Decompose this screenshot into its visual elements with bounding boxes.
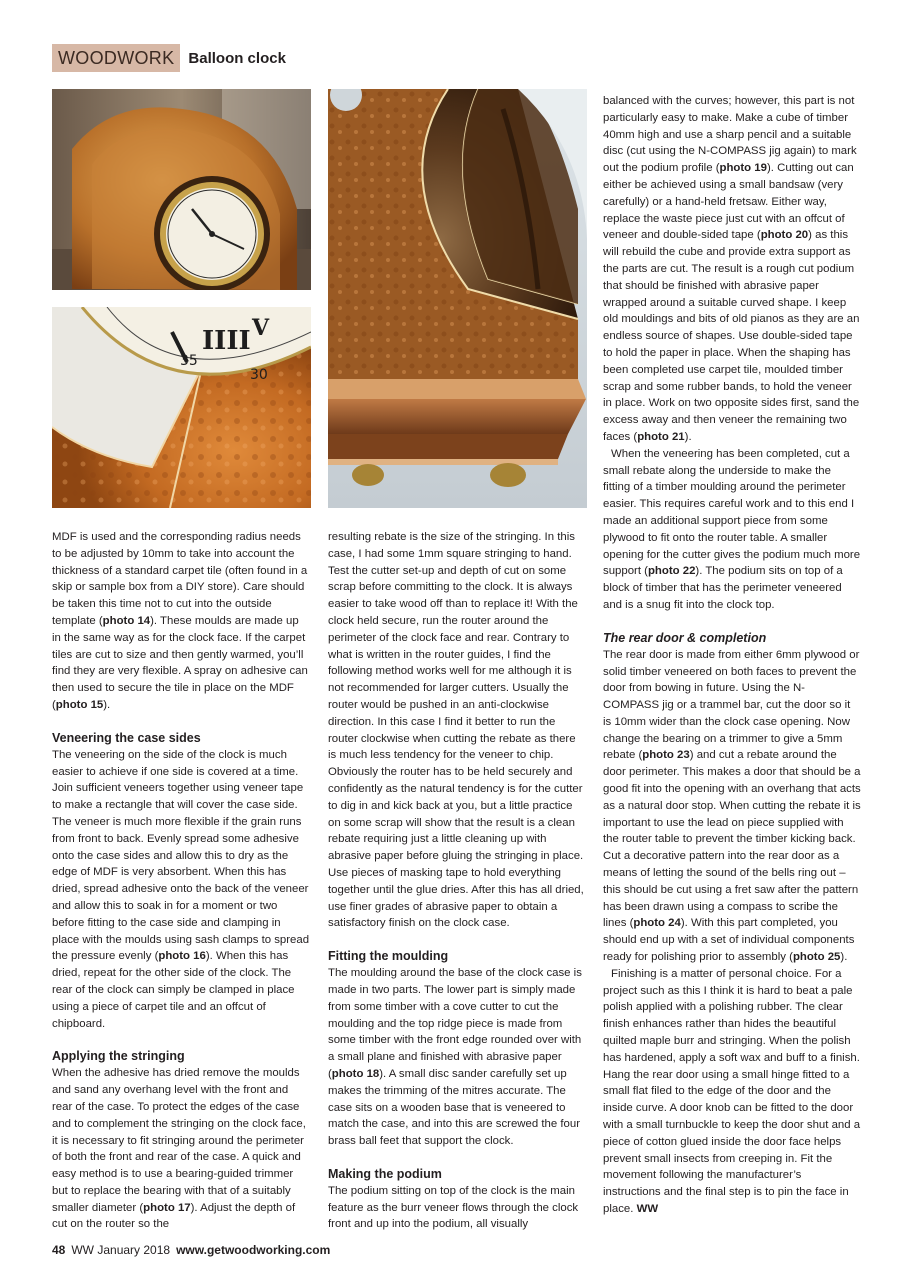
text-column-left bbox=[52, 529, 310, 1233]
text-column-middle bbox=[328, 529, 586, 1233]
issue-label: WW January 2018 bbox=[71, 1243, 171, 1257]
subheading-podium: Making the podium bbox=[328, 1166, 442, 1181]
photo-dial-closeup bbox=[52, 307, 311, 508]
svg-text:IIII: IIII bbox=[202, 326, 251, 356]
svg-text:35: 35 bbox=[180, 353, 198, 369]
paragraph: The moulding around the base of the clock case is made in two parts. The lower part is simply made from some timber with a cove cutter to cut the moulding and the top ridge piece is made from some timber with the front edge rounded over with a small plane and finished with abrasive paper (photo 18). A small disc sander carefully set up makes the trimming of the mitres accurate. The case sits on a wooden base that is veneered to match the case, and into this are screwed the four brass ball feet that support the clock. bbox=[328, 967, 582, 1148]
paragraph: When the adhesive has dried remove the moulds and sand any overhang level with the front and rear of the case. To protect the edges of the case and to complement the stringing on the clock face, it is necessary to fit stringing around the perimeter of both the front and rear of the case. A quick and easy method is to use a bearing-guided trimmer but to replace the bearing with that of a suitably smaller diameter (photo 17). Adjust the depth of cut on the router so the bbox=[52, 1067, 306, 1231]
photo-clock-side-image bbox=[52, 89, 311, 290]
photo-clock-body bbox=[328, 89, 587, 508]
svg-text:30: 30 bbox=[250, 367, 268, 383]
text-column-right bbox=[603, 93, 861, 1218]
subheading-rear-door: The rear door & completion bbox=[603, 630, 767, 645]
paragraph: When the veneering has been completed, cut a small rebate along the underside to make the fitting of a timber moulding around the perimeter easier. This requires careful work and to this end I made an additional support piece from some plywood to fit onto the router table. A smaller opening for the cutter gives the podium much more support (photo 22). The podium sits on top of a block of timber that has the perimeter veneered and is a snug fit into the clock top. bbox=[603, 447, 861, 611]
paragraph: balanced with the curves; however, this part is not particularly easy to make. Make a cube of timber 40mm high and use a sharp pencil and a suitable disc (cut using the N-COMPASS jig again) to mark out the podium profile (photo 19). Cutting out can either be achieved using a small bandsaw (very carefully) or a hand-held fretsaw. Either way, replace the waste piece just cut with an offcut of veneer and double-sided tape (photo 20) as this will rebuild the cube and provide extra support as the parts are cut. The result is a rough cut podium that should be finished with abrasive paper wrapped around a suitable curved shape. I keep old mouldings and bits of old pianos as they are an endless source of shapes. Use double-sided tape to hold the paper in place. When the shaping has been completed use carpet tile, moulded timber scrap and some rubber bands, to hold the veneer in place. Work on two opposite sides first, sand the excess away and then veneer the remaining two faces (photo 21). bbox=[603, 95, 860, 443]
paragraph: The veneering on the side of the clock is much easier to achieve if one side is covered at a time. Join sufficient veneers together using veneer tape to make a rectangle that will cover the case side. The veneer is much more flexible if the grain runs from front to back. Evenly spread some adhesive onto the case sides and allow this to dry as the edge of MDF is very absorbent. When this has dried, spread adhesive onto the back of the veneer and allow this to soak in for a moment or two before fitting to the case side and clamping in place with the moulds using sash clamps to spread the pressure evenly (photo 16). When this has dried, repeat for the other side of the clock. The rear of the clock can simply be clamped in place using a piece of carpet tile and an offcut of chipboard. bbox=[52, 748, 310, 1030]
paragraph: MDF is used and the corresponding radius needs to be adjusted by 10mm to take into account the thickness of a standard carpet tile (often found in a skip or sample box from a DIY store). Care should be taken this time not to cut into the outside template (photo 14). These moulds are made up in the same way as for the clock face. If the carpet tiles are cut to size and then gently warmed, you’ll find they are very flexible. A spray on adhesive can then used to secure the tile in place on the MDF (photo 15). bbox=[52, 531, 308, 711]
photo-clock-body-image bbox=[328, 89, 587, 508]
subheading-moulding: Fitting the moulding bbox=[328, 949, 449, 964]
article-title: Balloon clock bbox=[188, 49, 286, 67]
subheading-stringing: Applying the stringing bbox=[52, 1049, 185, 1064]
paragraph: The podium sitting on top of the clock is the main feature as the burr veneer flows through the clock front and up into the podium, all visually bbox=[328, 1184, 579, 1231]
running-header bbox=[52, 44, 286, 72]
end-mark: WW bbox=[636, 1203, 659, 1215]
paragraph: resulting rebate is the size of the stringing. In this case, I had some 1mm square stringing to hand. Test the cutter set-up and depth of cut on some scrap before committing to the clock. It is always easier to take wood off than to replace it! With the clock held secure, run the router around the perimeter of the clock face and rear. Contrary to what is written in the router guides, I find the following method works well for me although it is not recommended for larger cutters. Usually the router would be pushed in an anti-clockwise direction. In this case I find it better to run the router clockwise when cutting the rebate as there is much less tendency for the veneer to chip. Obviously the router has to be held securely and confidently as the natural tendency is for the cutter to dig in and kick back at you, but a little practice on some scrap will show that the result is a clean rebate requiring just a little cleaning up with abrasive paper before gluing the stringing in place. Use pieces of masking tape to hold everything together until the glue dries. After this has all dried, use finer grades of abrasive paper to obtain a satisfactory finish on the clock case. bbox=[328, 531, 584, 930]
page-number: 48 bbox=[52, 1243, 66, 1257]
photo-dial-closeup-image bbox=[52, 307, 311, 508]
section-tag: WOODWORK bbox=[52, 44, 180, 72]
page-footer bbox=[52, 1243, 330, 1257]
paragraph: Finishing is a matter of personal choice. For a project such as this I think it is hard to beat a pale polish applied with a polishing rubber. The clear finish enhances rather than hides the beautiful quilted maple burr and stringing. When the polish has hardened, apply a soft wax and buff to a finish. Hang the rear door using a small hinge fitted to a small flat filed to the edge of the door and the inside curve. A door knob can be fitted to the door with a small turnbuckle to keep the door shut and a piece of cotton glued inside the door face helps prevent small insects from creeping in. Fit the movement following the manufacturer’s instructions and the final step is to pin the face in place. WW bbox=[603, 967, 861, 1215]
subheading-veneering: Veneering the case sides bbox=[52, 730, 201, 745]
paragraph: The rear door is made from either 6mm plywood or solid timber veneered on both faces to prevent the door from bowing in future. Using the N-COMPASS jig or a trammel bar, cut the door so it is 10mm wider than the clock case opening. Now change the bearing on a trimmer to give a 5mm rebate (photo 23) and cut a rebate around the door perimeter. This makes a door that should be a good fit into the opening with an overhang that acts as a natural door stop. When cutting the rebate it is important to use the lead on piece supplied with the router table to prevent the timber kicking back. Cut a decorative pattern into the rear door as a means of letting the sound of the bells ring out – this should be cut using a fret saw after the pattern has been drawn using a compass to scribe the lines (photo 24). With this part completed, you should end up with a set of individual components ready for polishing prior to assembly (photo 25). bbox=[603, 648, 861, 964]
website-link[interactable]: www.getwoodworking.com bbox=[176, 1243, 331, 1257]
svg-text:V: V bbox=[252, 315, 270, 341]
photo-clock-side bbox=[52, 89, 311, 290]
